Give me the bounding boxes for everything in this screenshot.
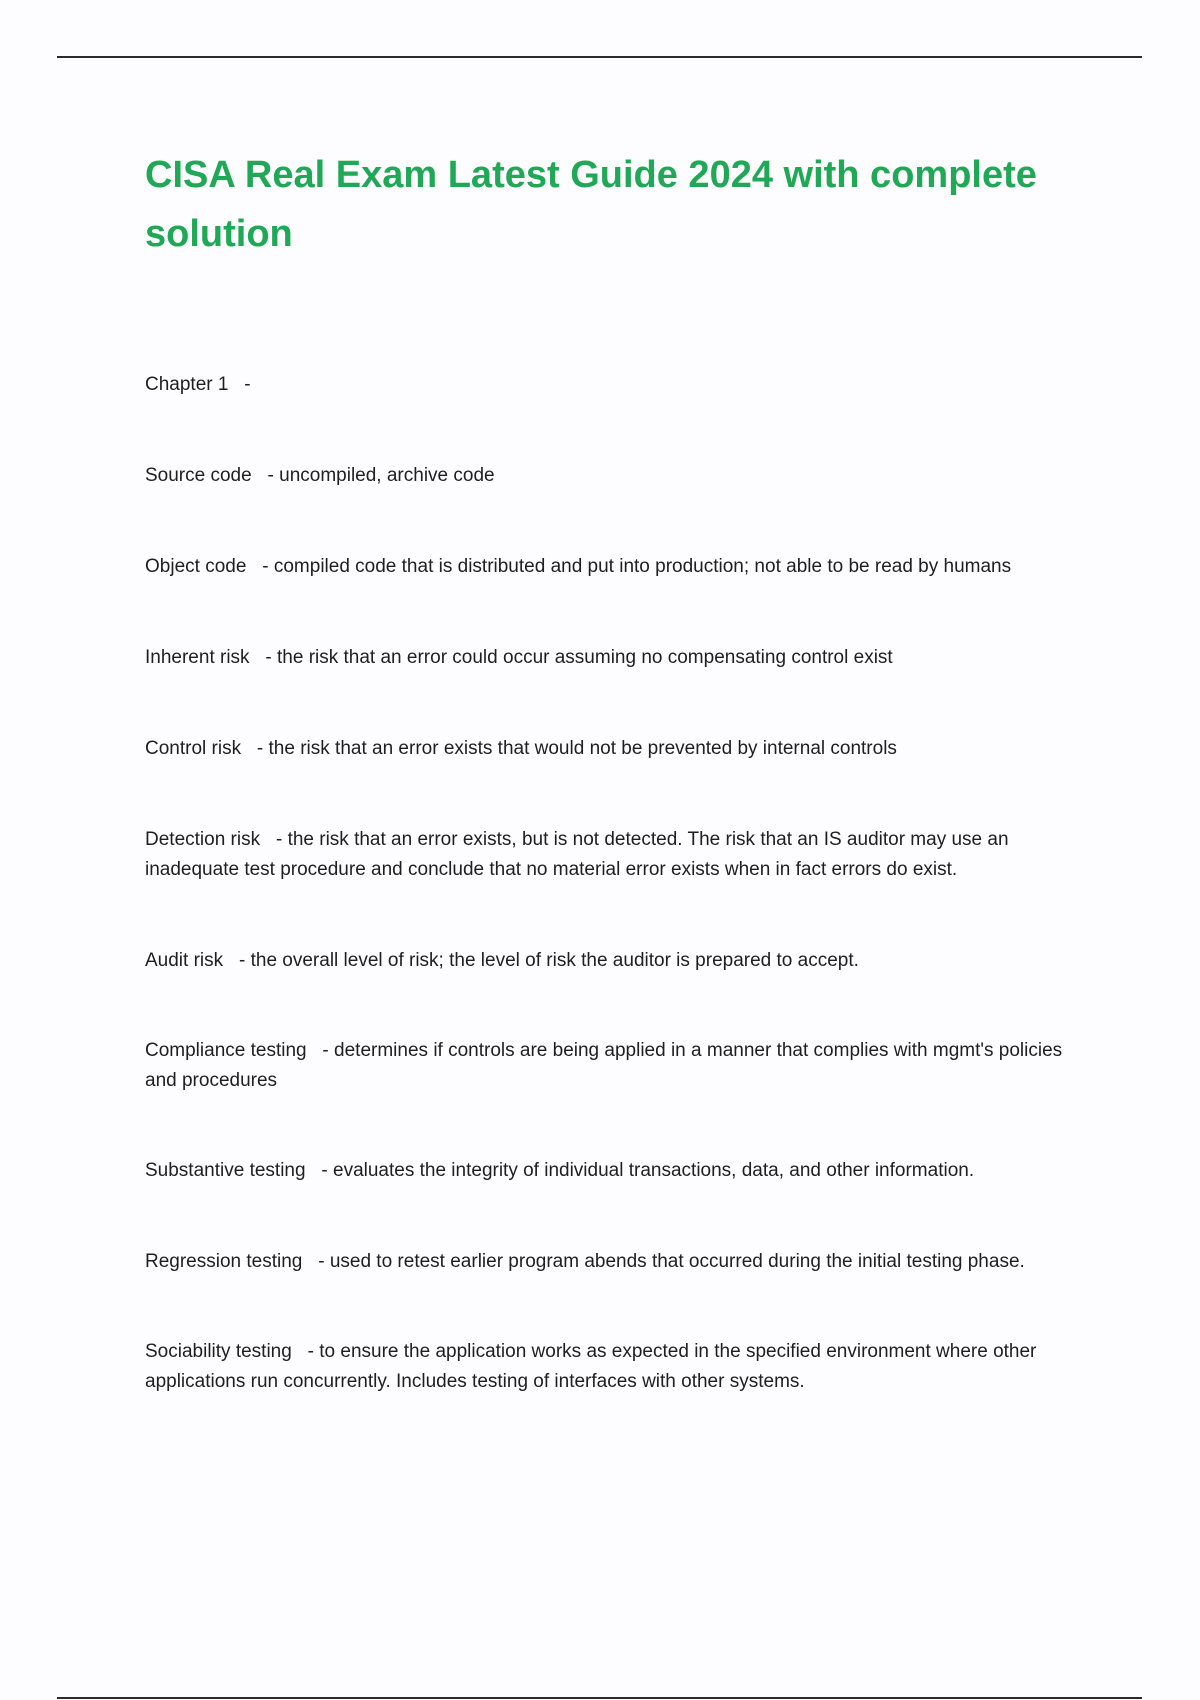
header-rule bbox=[57, 56, 1142, 58]
entry-definition: used to retest earlier program abends that occurred during the initial testing phase. bbox=[329, 1251, 1025, 1272]
entry-term: Source code bbox=[145, 465, 252, 486]
glossary-entry-sociability-testing: Sociability testing - to ensure the application works as expected in the specified environment where other applications run concurrently. Includes testing of interfaces with other systems. bbox=[145, 1341, 1037, 1392]
entry-term: Regression testing bbox=[145, 1251, 303, 1272]
glossary-entry-substantive-testing: Substantive testing - evaluates the integrity of individual transactions, data, and other information. bbox=[145, 1160, 975, 1181]
entry-definition: the risk that an error exists, but is not detected. The risk that an IS auditor may use an inadequate test procedure and conclude that no material error exists when in fact errors do exist. bbox=[145, 829, 1009, 880]
glossary-entry-control-risk: Control risk - the risk that an error exists that would not be prevented by internal controls bbox=[145, 738, 897, 759]
glossary-entry-compliance-testing: Compliance testing - determines if controls are being applied in a manner that complies with mgmt's policies and procedures bbox=[145, 1040, 1063, 1091]
entry-definition: the risk that an error could occur assuming no compensating control exist bbox=[277, 647, 893, 668]
glossary-entry-audit-risk: Audit risk - the overall level of risk; the level of risk the auditor is prepared to accept. bbox=[145, 950, 859, 971]
entry-term: Audit risk bbox=[145, 950, 224, 971]
entry-definition: the overall level of risk; the level of risk the auditor is prepared to accept. bbox=[250, 950, 859, 971]
entry-definition: to ensure the application works as expected in the specified environment where other applications run concurrently. Includes testing of interfaces with other systems. bbox=[145, 1341, 1037, 1392]
entry-definition: uncompiled, archive code bbox=[279, 465, 495, 486]
glossary-entry-detection-risk: Detection risk - the risk that an error exists, but is not detected. The risk that an IS auditor may use an inadequate test procedure and conclude that no material error exists when in fact errors do exist. bbox=[145, 829, 1009, 880]
entry-definition: determines if controls are being applied in a manner that complies with mgmt's policies and procedures bbox=[145, 1040, 1063, 1091]
glossary-entry-object-code: Object code - compiled code that is distributed and put into production; not able to be read by humans bbox=[145, 556, 1012, 577]
entry-term: Chapter 1 bbox=[145, 374, 229, 395]
footer-rule bbox=[57, 1697, 1142, 1699]
entry-definition: evaluates the integrity of individual transactions, data, and other information. bbox=[333, 1160, 975, 1181]
glossary-entry-inherent-risk: Inherent risk - the risk that an error could occur assuming no compensating control exist bbox=[145, 647, 893, 668]
entry-term: Substantive testing bbox=[145, 1160, 306, 1181]
entry-term: Inherent risk bbox=[145, 647, 250, 668]
entry-definition: compiled code that is distributed and put into production; not able to be read by humans bbox=[273, 556, 1012, 577]
glossary-entry-regression-testing: Regression testing - used to retest earlier program abends that occurred during the initial testing phase. bbox=[145, 1251, 1025, 1272]
entry-definition: the risk that an error exists that would not be prevented by internal controls bbox=[268, 738, 897, 759]
entry-term: Control risk bbox=[145, 738, 242, 759]
glossary-entry-source-code: Source code - uncompiled, archive code bbox=[145, 465, 495, 486]
glossary-entry-chapter-1: Chapter 1 - bbox=[145, 374, 251, 395]
entry-term: Detection risk bbox=[145, 829, 261, 850]
document-title: CISA Real Exam Latest Guide 2024 with complete solution bbox=[145, 154, 1037, 255]
entry-term: Object code bbox=[145, 556, 247, 577]
entry-term: Compliance testing bbox=[145, 1040, 307, 1061]
entry-term: Sociability testing bbox=[145, 1341, 292, 1362]
